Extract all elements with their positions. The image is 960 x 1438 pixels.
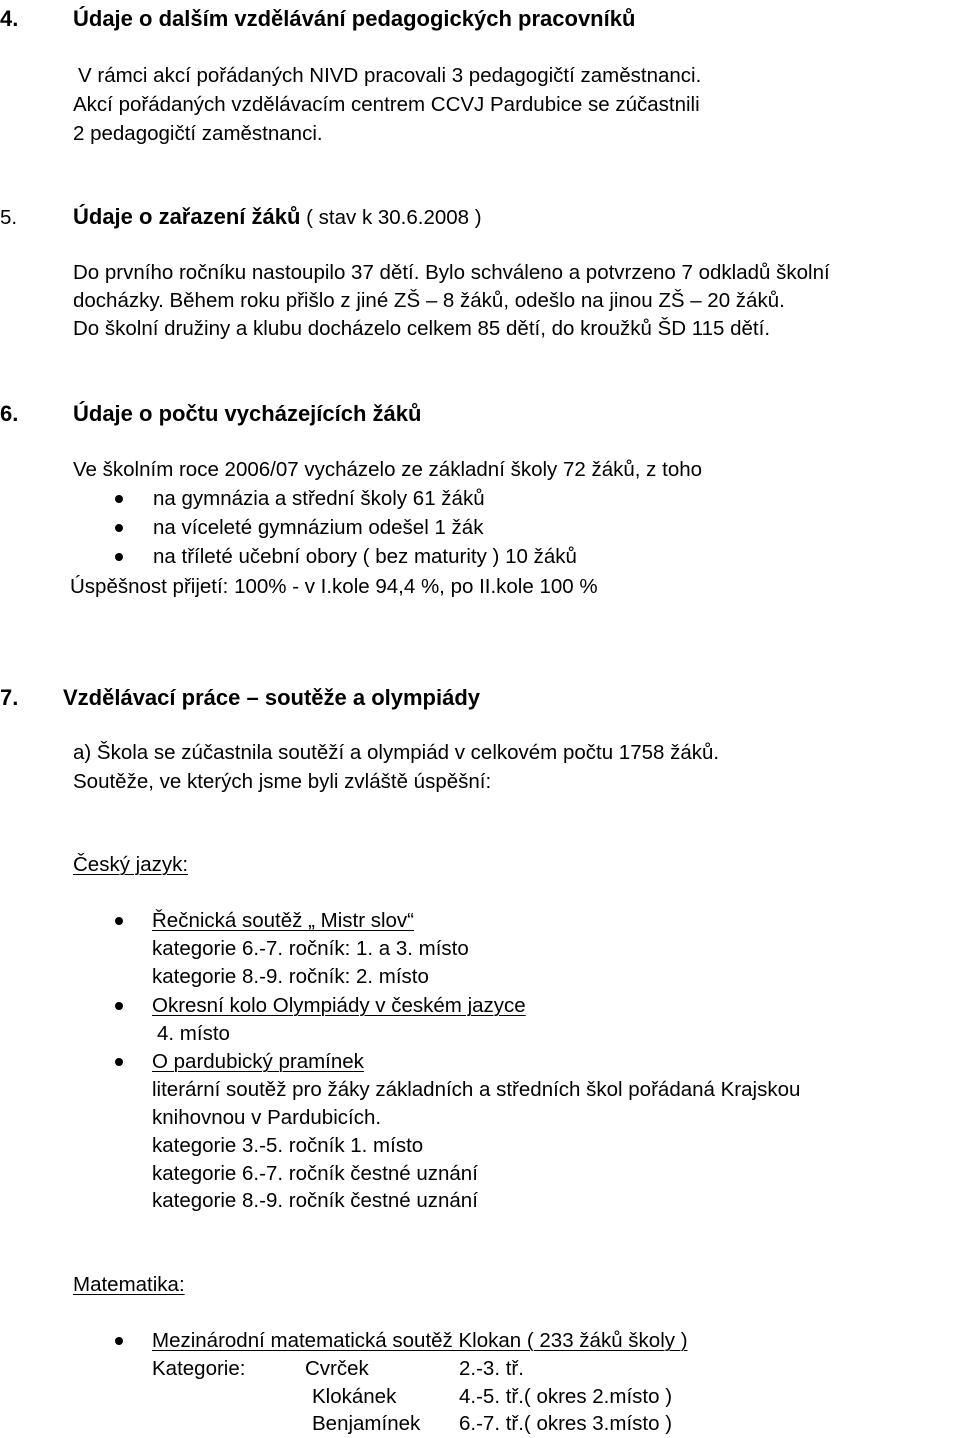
- section-4-line-3: 2 pedagogičtí zaměstnanci.: [73, 122, 323, 145]
- section-4-line-1: V rámci akcí pořádaných NIVD pracovali 3 pedagogičtí zaměstnanci.: [78, 64, 702, 87]
- math-row-1-result: 2.-3. tř.: [459, 1357, 524, 1380]
- bullet-icon: [115, 553, 123, 561]
- section-5-title-bold: Údaje o zařazení žáků: [73, 204, 301, 229]
- section-5-number: 5.: [0, 206, 18, 229]
- section-6-intro: Ve školním roce 2006/07 vycházelo ze základní školy 72 žáků, z toho: [73, 458, 703, 481]
- section-6-bullet-3: na tříleté učební obory ( bez maturity ) 10 žáků: [153, 545, 577, 568]
- bullet-icon: [115, 524, 123, 532]
- section-5-line-1: Do prvního ročníku nastoupilo 37 dětí. Bylo schváleno a potvrzeno 7 odkladů školní: [73, 261, 830, 284]
- section-7-number: 7.: [0, 685, 19, 710]
- czech-item-3-line-2: knihovnou v Pardubicích.: [152, 1106, 382, 1129]
- section-7-title-dash: –: [246, 685, 259, 710]
- math-row-3-name: Benjamínek: [312, 1412, 421, 1435]
- section-7-title-a: Vzdělávací práce: [63, 685, 241, 710]
- czech-item-3-line-4: kategorie 6.-7. ročník čestné uznání: [152, 1162, 478, 1185]
- section-6-bullet-1: na gymnázia a střední školy 61 žáků: [153, 487, 485, 510]
- section-4-title: Údaje o dalším vzdělávání pedagogických pracovníků: [73, 6, 636, 31]
- czech-item-2-line-1: 4. místo: [157, 1022, 230, 1045]
- czech-item-1-title: Řečnická soutěž „ Mistr slov“: [152, 909, 415, 932]
- bullet-icon: [115, 1337, 123, 1345]
- bullet-icon: [115, 917, 123, 925]
- math-row-3-result: 6.-7. tř.( okres 3.místo ): [459, 1412, 673, 1435]
- czech-item-3-line-1: literární soutěž pro žáky základních a středních škol pořádaná Krajskou: [152, 1078, 801, 1101]
- czech-item-1-line-2: kategorie 8.-9. ročník: 2. místo: [152, 965, 429, 988]
- math-category-label: Kategorie:: [152, 1357, 246, 1380]
- section-6-bullet-2: na víceleté gymnázium odešel 1 žák: [153, 516, 484, 539]
- section-5-line-2: docházky. Během roku přišlo z jiné ZŠ – 8 žáků, odešlo na jinou ZŠ – 20 žáků.: [73, 289, 785, 312]
- section-5-title: [73, 204, 482, 230]
- math-heading: Matematika:: [73, 1273, 185, 1296]
- czech-item-2-title: Okresní kolo Olympiády v českém jazyce: [152, 994, 526, 1017]
- bullet-icon: [115, 1002, 123, 1010]
- czech-heading: Český jazyk:: [73, 853, 189, 876]
- section-7-title-b: soutěže a olympiády: [264, 685, 481, 710]
- section-5-line-3: Do školní družiny a klubu docházelo celkem 85 dětí, do kroužků ŠD 115 dětí.: [73, 317, 771, 340]
- math-row-1-name: Cvrček: [305, 1357, 369, 1380]
- section-6-title: Údaje o počtu vycházejících žáků: [73, 401, 422, 426]
- bullet-icon: [115, 495, 123, 503]
- czech-item-3-line-3: kategorie 3.-5. ročník 1. místo: [152, 1134, 424, 1157]
- math-row-2-name: Klokánek: [312, 1385, 397, 1408]
- czech-item-3-title: O pardubický pramínek: [152, 1050, 364, 1073]
- math-row-2-result: 4.-5. tř.( okres 2.místo ): [459, 1385, 673, 1408]
- section-5-title-rest: ( stav k 30.6.2008 ): [306, 206, 482, 229]
- bullet-icon: [115, 1058, 123, 1066]
- section-7-title: [63, 685, 480, 710]
- section-7-line-a: a) Škola se zúčastnila soutěží a olympiád v celkovém počtu 1758 žáků.: [73, 741, 720, 764]
- section-4-number: 4.: [0, 6, 19, 31]
- section-6-number: 6.: [0, 401, 19, 426]
- section-4-line-2: Akcí pořádaných vzdělávacím centrem CCVJ Pardubice se zúčastnili: [73, 93, 700, 116]
- math-item-1-title: Mezinárodní matematická soutěž Klokan ( 233 žáků školy ): [152, 1329, 688, 1352]
- czech-item-1-line-1: kategorie 6.-7. ročník: 1. a 3. místo: [152, 937, 469, 960]
- czech-item-3-line-5: kategorie 8.-9. ročník čestné uznání: [152, 1189, 478, 1212]
- section-7-line-b: Soutěže, ve kterých jsme byli zvláště úspěšní:: [73, 770, 492, 793]
- section-6-success-rate: Úspěšnost přijetí: 100% - v I.kole 94,4 %, po II.kole 100 %: [70, 575, 598, 598]
